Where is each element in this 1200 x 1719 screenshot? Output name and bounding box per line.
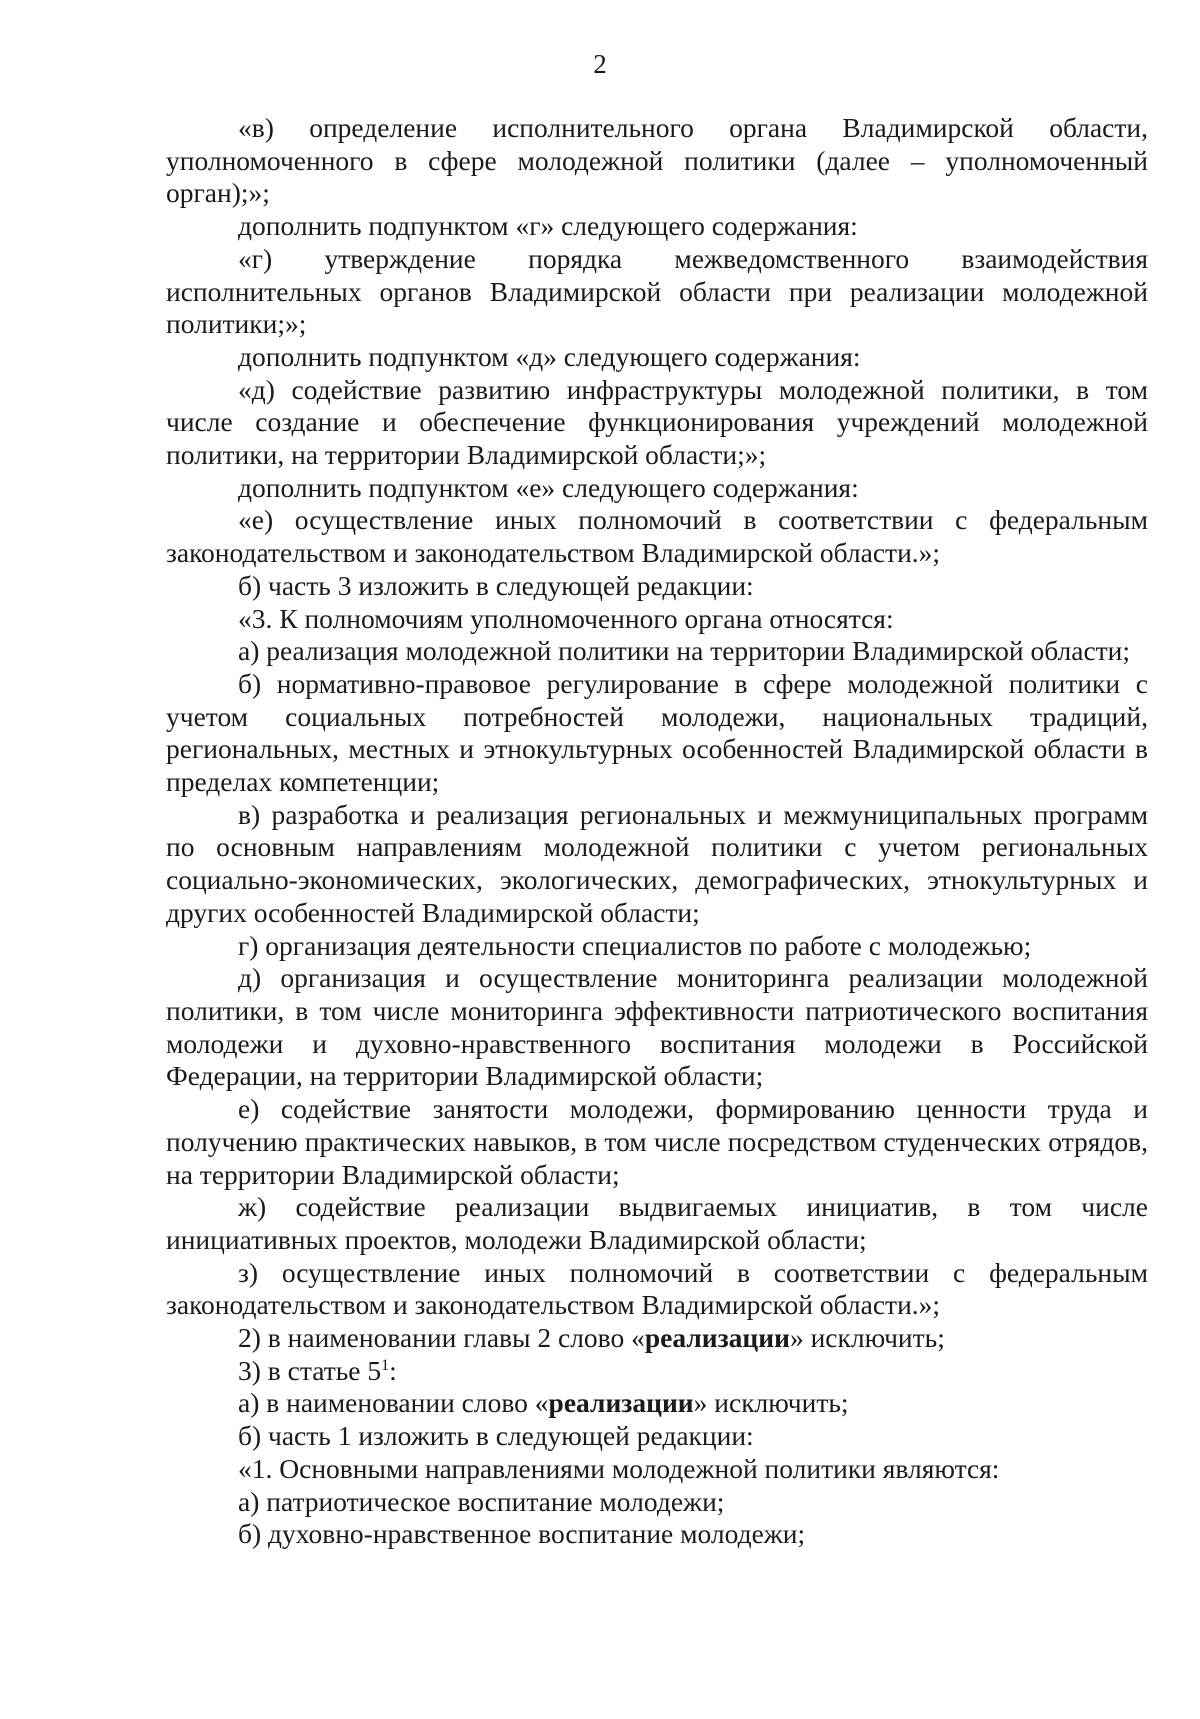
text-fragment: 2) в наименовании главы 2 слово « (238, 1322, 645, 1354)
paragraph: а) реализация молодежной политики на территории Владимирской области; (238, 635, 1131, 667)
superscript: 1 (381, 1356, 390, 1374)
text-fragment: 3) в статье 5 (238, 1354, 382, 1386)
text-fragment: : (389, 1354, 397, 1386)
paragraph: дополнить подпунктом «е» следующего содержания: (238, 471, 859, 503)
bold-term: реализации (548, 1387, 694, 1419)
paragraph: г) организация деятельности специалистов по работе с молодежью; (238, 929, 1032, 961)
paragraph: б) часть 3 изложить в следующей редакции: (238, 569, 754, 601)
paragraph: б) духовно-нравственное воспитание молодежи; (238, 1518, 806, 1550)
paragraph: з) осуществление иных полномочий в соответствии с федеральным законодательством и законодательством Владимирской области.»; (166, 1256, 1148, 1321)
paragraph: б) нормативно-правовое регулирование в сфере молодежной политики с учетом социальных потребностей молодежи, национальных традиций, региональных, местных и этнокультурных особенностей Владимирской области в пределах компетенции; (166, 667, 1148, 798)
text-fragment: » исключить; (693, 1387, 849, 1419)
paragraph: а) патриотическое воспитание молодежи; (238, 1485, 725, 1517)
paragraph: ж) содействие реализации выдвигаемых инициатив, в том числе инициативных проектов, молодежи Владимирской области; (166, 1191, 1148, 1255)
document-body (166, 112, 1148, 1551)
paragraph-chapter-amendment (166, 1322, 1148, 1355)
paragraph: б) часть 1 изложить в следующей редакции: (238, 1420, 754, 1452)
paragraph: «3. К полномочиям уполномоченного органа относятся: (238, 602, 894, 634)
paragraph: дополнить подпунктом «г» следующего содержания: (238, 210, 858, 242)
paragraph: «г) утверждение порядка межведомственного взаимодействия исполнительных органов Владимирской области при реализации молодежной политики;»; (166, 242, 1148, 340)
paragraph: в) разработка и реализация региональных и межмуниципальных программ по основным направлениям молодежной политики с учетом региональных социально-экономических, экологических, демографических, этнокультурных и других особенностей Владимирской области; (166, 798, 1148, 928)
text-fragment: » исключить; (789, 1322, 945, 1354)
page-number: 2 (593, 49, 607, 79)
paragraph-name-amendment (166, 1387, 1148, 1420)
paragraph: д) организация и осуществление мониторинга реализации молодежной политики, в том числе мониторинга эффективности патриотического воспитания молодежи и духовно-нравственного воспитания молодежи в Российской Федерации, на территории Владимирской области; (166, 962, 1148, 1092)
bold-term: реализации (644, 1322, 790, 1354)
paragraph: «1. Основными направлениями молодежной политики являются: (238, 1452, 1000, 1484)
paragraph: «в) определение исполнительного органа Владимирской области, уполномоченного в сфере молодежной политики (далее – уполномоченный орган);»; (166, 112, 1148, 209)
paragraph: «е) осуществление иных полномочий в соответствии с федеральным законодательством и законодательством Владимирской области.»; (166, 504, 1148, 569)
paragraph-article-amendment (166, 1355, 1148, 1388)
paragraph: е) содействие занятости молодежи, формированию ценности труда и получению практических навыков, в том числе посредством студенческих отрядов, на территории Владимирской области; (166, 1093, 1148, 1190)
paragraph: «д) содействие развитию инфраструктуры молодежной политики, в том числе создание и обеспечение функционирования учреждений молодежной политики, на территории Владимирской области;»; (166, 373, 1148, 471)
paragraph: дополнить подпунктом «д» следующего содержания: (238, 340, 861, 372)
text-fragment: а) в наименовании слово « (238, 1387, 549, 1419)
